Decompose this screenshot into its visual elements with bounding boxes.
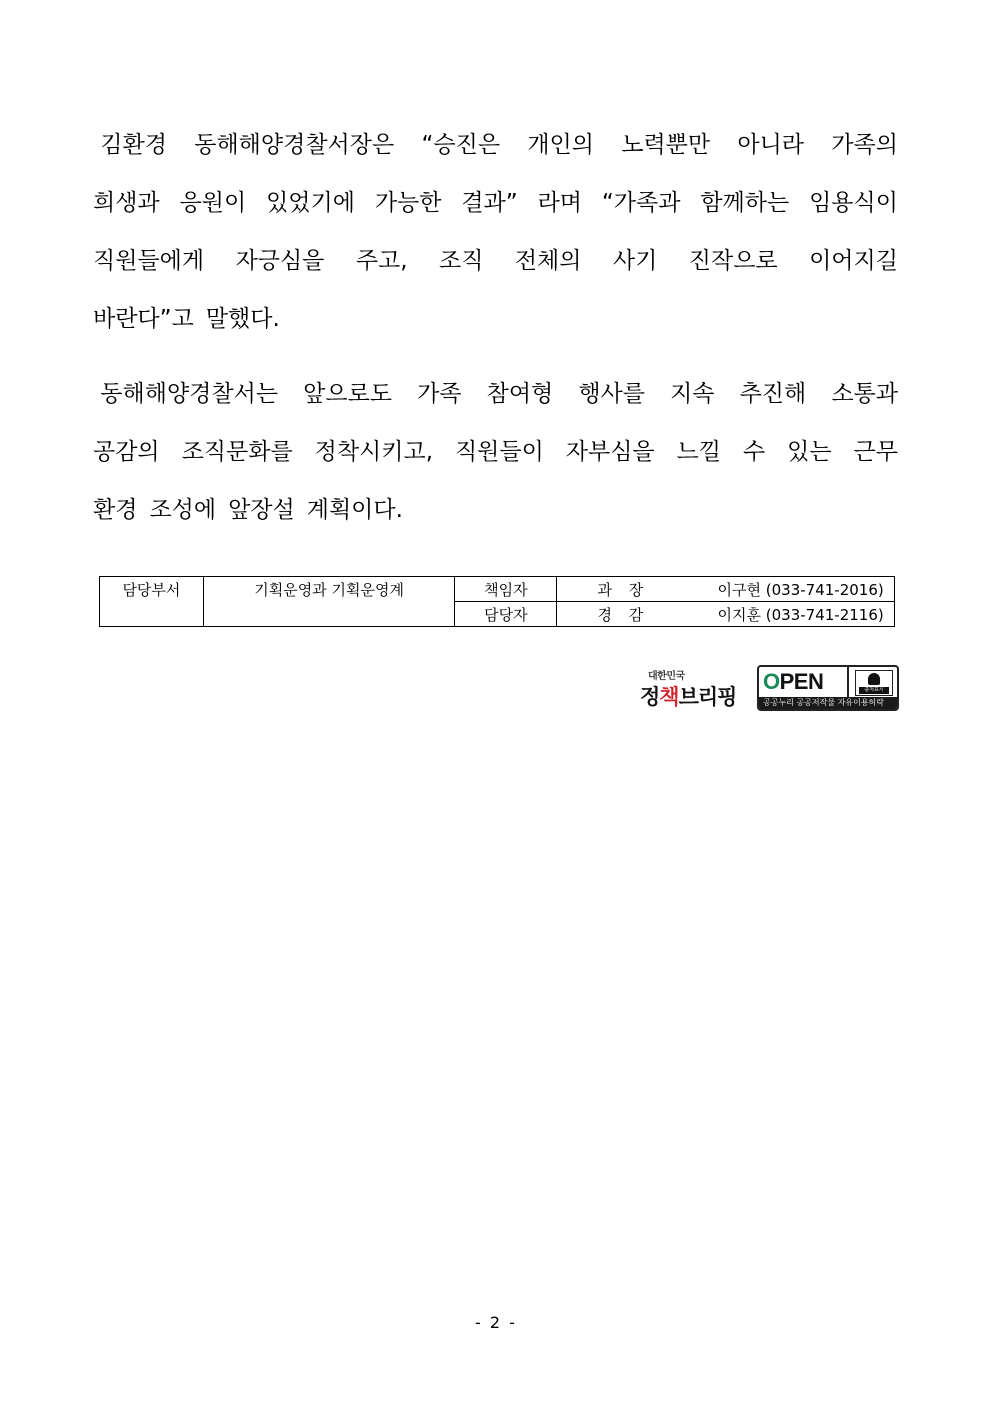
word: 계획이다. bbox=[306, 497, 403, 523]
word: 조성에 bbox=[149, 497, 217, 523]
paragraph-line bbox=[93, 435, 898, 469]
word: 참여형 bbox=[486, 381, 554, 407]
word: 바란다”고 bbox=[93, 306, 194, 332]
word: 진작으로 bbox=[688, 248, 778, 274]
word: 동해해양경찰서는 bbox=[93, 381, 279, 407]
word: 전체의 bbox=[514, 248, 582, 274]
paragraph-line bbox=[93, 377, 898, 411]
logo-group bbox=[640, 665, 900, 715]
word: 사기 bbox=[612, 248, 658, 274]
word: “가족과 bbox=[601, 190, 681, 216]
word: 자긍심을 bbox=[235, 248, 325, 274]
name-phone: 이지훈 (033-741-2116) bbox=[717, 605, 884, 624]
word: 느낄 bbox=[676, 439, 722, 465]
word: 있었기에 bbox=[266, 190, 355, 216]
word: 조직 bbox=[438, 248, 484, 274]
word: 가족 bbox=[417, 381, 462, 407]
dept-label: 담당부서 bbox=[100, 577, 204, 627]
open-wordmark: OPEN bbox=[763, 669, 824, 694]
contact-table bbox=[99, 576, 895, 627]
table-row bbox=[100, 577, 895, 602]
word: 추진해 bbox=[739, 381, 807, 407]
word: 앞으로도 bbox=[303, 381, 393, 407]
word: 지속 bbox=[670, 381, 715, 407]
role-label: 책임자 bbox=[455, 577, 557, 602]
word: 행사를 bbox=[578, 381, 645, 407]
person-icon bbox=[868, 673, 880, 685]
word: 노력뿐만 bbox=[621, 132, 711, 158]
word: 공감의 bbox=[93, 439, 160, 465]
word: 정착시키고, bbox=[314, 439, 434, 465]
word: 희생과 bbox=[93, 190, 160, 216]
word: 수 bbox=[742, 439, 766, 465]
word: 있는 bbox=[787, 439, 832, 465]
attribution-label: 출처표시 bbox=[859, 687, 889, 694]
word: 환경 bbox=[93, 497, 138, 523]
word: 가능한 bbox=[374, 190, 442, 216]
kogl-open-license-logo bbox=[757, 665, 899, 711]
word: 앞장설 bbox=[228, 497, 295, 523]
word: 자부심을 bbox=[565, 439, 655, 465]
dept-value: 기획운영과 기획운영계 bbox=[203, 577, 455, 627]
word: 근무 bbox=[853, 439, 898, 465]
position-title: 경 감 bbox=[597, 605, 650, 624]
word: 이어지길 bbox=[809, 248, 898, 274]
word: 소통과 bbox=[831, 381, 898, 407]
kogl-footer-text: 공공누리 공공저작물 자유이용허락 bbox=[759, 697, 897, 709]
word: 응원이 bbox=[179, 190, 247, 216]
paragraph-line bbox=[93, 128, 898, 162]
word: 아니라 bbox=[737, 132, 805, 158]
word: 라며 bbox=[537, 190, 583, 216]
word: 가족의 bbox=[831, 132, 898, 158]
word: 조직문화를 bbox=[181, 439, 293, 465]
position-title: 과 장 bbox=[597, 580, 650, 599]
word: 직원들에게 bbox=[93, 248, 205, 274]
paragraph-line bbox=[93, 186, 898, 220]
word: 김환경 bbox=[93, 132, 167, 158]
word: 말했다. bbox=[205, 306, 280, 332]
contact-person bbox=[557, 602, 895, 627]
word: 결과” bbox=[461, 190, 518, 216]
logo-divider bbox=[847, 667, 849, 699]
contact-person bbox=[557, 577, 895, 602]
word: 개인의 bbox=[527, 132, 594, 158]
word: 함께하는 bbox=[700, 190, 790, 216]
word: 동해해양경찰서장은 bbox=[194, 132, 395, 158]
paragraph-line bbox=[93, 302, 898, 336]
name-phone: 이구현 (033-741-2016) bbox=[717, 580, 884, 599]
page-number: - 2 - bbox=[475, 1313, 517, 1332]
briefing-logo-small-text: 대한민국 bbox=[648, 671, 685, 682]
word: 주고, bbox=[355, 248, 408, 274]
paragraph-line bbox=[93, 244, 898, 278]
word: 임용식이 bbox=[809, 190, 898, 216]
attribution-icon bbox=[855, 670, 893, 696]
word: 직원들이 bbox=[454, 439, 544, 465]
paragraph-line bbox=[93, 493, 898, 527]
role-label: 담당자 bbox=[455, 602, 557, 627]
briefing-logo-text: 정책브리핑 bbox=[640, 685, 737, 709]
policy-briefing-logo bbox=[640, 667, 750, 715]
word: “승진은 bbox=[421, 132, 501, 158]
